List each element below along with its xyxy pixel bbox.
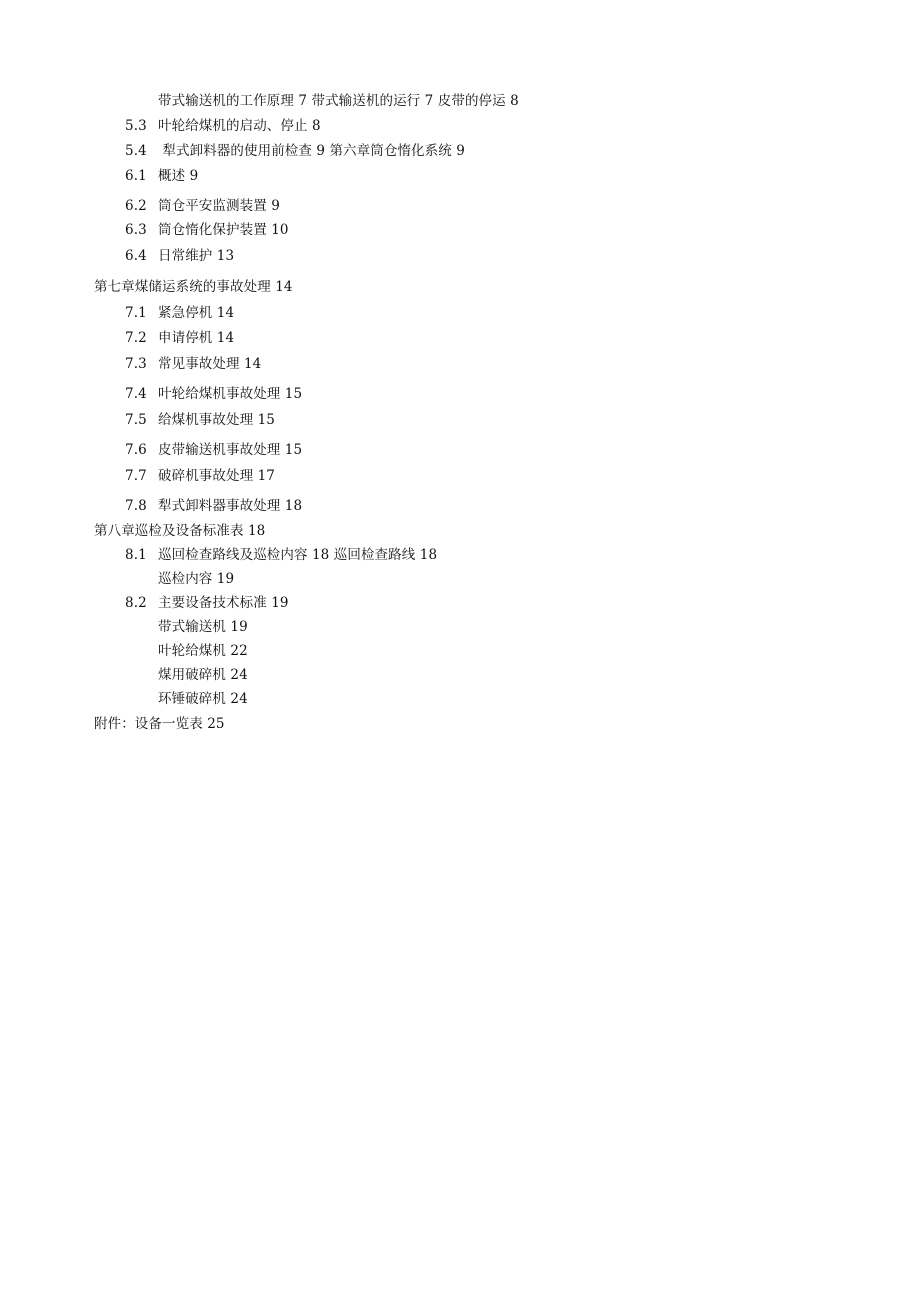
toc-entry-number: 8.1 — [125, 547, 147, 563]
toc-entry — [125, 117, 321, 135]
toc-entry-title: 巡检内容 19 — [158, 571, 235, 587]
toc-entry-title: 叶轮给煤机事故处理 15 — [158, 386, 303, 402]
toc-entry-title: 巡回检查路线及巡检内容 18 巡回检查路线 18 — [158, 547, 438, 563]
toc-entry — [125, 142, 465, 160]
toc-entry — [94, 715, 225, 733]
toc-entry-title: 犁式卸料器事故处理 18 — [158, 498, 303, 514]
toc-entry — [125, 546, 437, 564]
toc-entry-title: 申请停机 14 — [158, 330, 235, 346]
toc-entry — [125, 329, 234, 347]
toc-entry — [94, 522, 265, 540]
toc-entry-title: 犁式卸料器的使用前检查 9 第六章筒仓惰化系统 9 — [158, 143, 465, 159]
toc-entry-title: 煤用破碎机 24 — [158, 667, 248, 683]
toc-entry — [125, 247, 234, 265]
toc-entry-title: 第八章巡检及设备标准表 18 — [94, 523, 266, 539]
toc-entry — [158, 570, 234, 588]
toc-entry — [158, 642, 248, 660]
toc-entry — [125, 304, 234, 322]
toc-entry-title: 筒仓惰化保护装置 10 — [158, 222, 289, 238]
toc-entry-title: 皮带输送机事故处理 15 — [158, 442, 303, 458]
toc-entry-number: 7.6 — [125, 442, 147, 458]
toc-entry — [158, 690, 248, 708]
toc-entry — [125, 441, 302, 459]
toc-entry-title: 给煤机事故处理 15 — [158, 412, 275, 428]
toc-entry — [125, 594, 289, 612]
toc-entry-number: 7.3 — [125, 356, 147, 372]
toc-entry — [125, 167, 198, 185]
toc-entry-title: 筒仓平安监测装置 9 — [158, 198, 280, 214]
toc-entry-title: 环锤破碎机 24 — [158, 691, 248, 707]
toc-entry-number: 7.5 — [125, 412, 147, 428]
toc-entry-number: 6.2 — [125, 198, 147, 214]
toc-entry — [125, 355, 261, 373]
toc-entry-number: 6.1 — [125, 168, 147, 184]
toc-entry-title: 破碎机事故处理 17 — [158, 468, 275, 484]
toc-entry-number: 5.4 — [125, 143, 147, 159]
toc-entry — [125, 197, 280, 215]
toc-entry-title: 叶轮给煤机的启动、停止 8 — [158, 118, 321, 134]
toc-entry-number: 5.3 — [125, 118, 147, 134]
toc-entry-title: 带式输送机的工作原理 7 带式输送机的运行 7 皮带的停运 8 — [158, 93, 519, 109]
toc-entry — [94, 278, 293, 296]
toc-entry-title: 紧急停机 14 — [158, 305, 235, 321]
toc-entry — [158, 666, 248, 684]
toc-entry-title: 带式输送机 19 — [158, 619, 248, 635]
toc-entry — [158, 92, 519, 110]
toc-entry-number: 8.2 — [125, 595, 147, 611]
toc-entry-title: 叶轮给煤机 22 — [158, 643, 248, 659]
toc-entry-title: 附件：设备一览表 25 — [94, 716, 225, 732]
toc-entry — [125, 385, 302, 403]
toc-entry-title: 第七章煤储运系统的事故处理 14 — [94, 279, 293, 295]
toc-entry — [125, 411, 275, 429]
toc-entry — [125, 467, 275, 485]
toc-entry-number: 7.4 — [125, 386, 147, 402]
toc-entry-number: 7.2 — [125, 330, 147, 346]
toc-entry-number: 7.7 — [125, 468, 147, 484]
toc-entry — [125, 497, 302, 515]
toc-entry-number: 7.8 — [125, 498, 147, 514]
toc-entry-title: 日常维护 13 — [158, 248, 235, 264]
toc-entry-title: 常见事故处理 14 — [158, 356, 262, 372]
toc-entry-number: 6.3 — [125, 222, 147, 238]
toc-entry-title: 概述 9 — [158, 168, 199, 184]
toc-entry-number: 7.1 — [125, 305, 147, 321]
toc-entry-title: 主要设备技术标准 19 — [158, 595, 289, 611]
toc-entry — [158, 618, 248, 636]
toc-entry-number: 6.4 — [125, 248, 147, 264]
toc-entry — [125, 221, 289, 239]
